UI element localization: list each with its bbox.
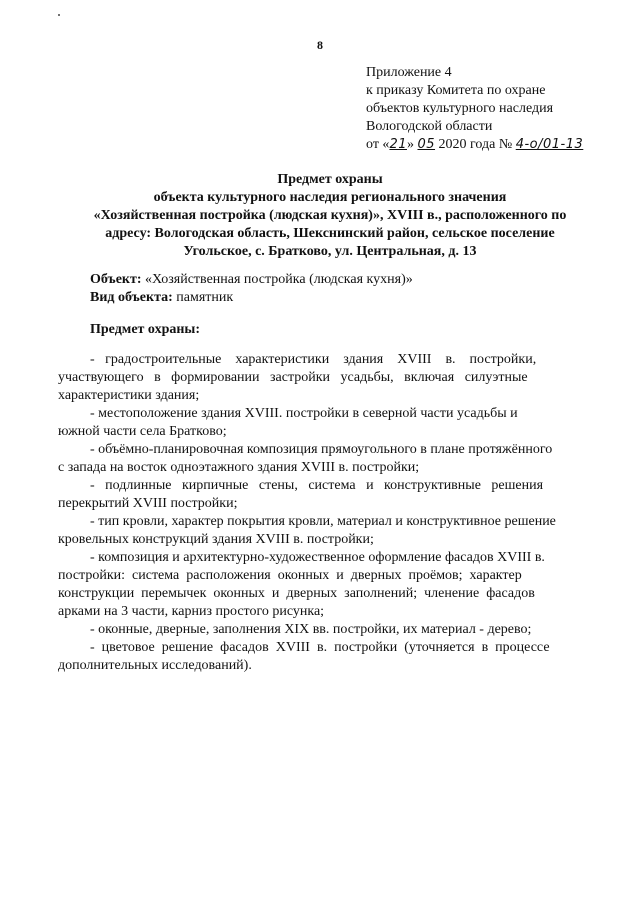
- list-item: [58, 513, 598, 549]
- list-item-first-line: - композиция и архитектурно-художественное оформление фасадов XVIII в.: [90, 550, 545, 565]
- title-line: объекта культурного наследия регионального значения: [153, 190, 507, 205]
- list-item-continuation-line: участвующего в формировании застройки усадьбы, включая силуэтные: [58, 370, 528, 385]
- list-item-first-line: - тип кровли, характер покрытия кровли, материал и конструктивное решение: [90, 514, 556, 529]
- protection-items-list: [58, 351, 598, 675]
- appendix-date-line: [366, 136, 583, 154]
- object-meta: [90, 271, 413, 307]
- appendix-header: [366, 64, 583, 154]
- date-month: 05: [417, 137, 436, 152]
- list-item-first-line: - градостроительные характеристики здания XVIII в. постройки,: [90, 352, 537, 367]
- object-value: «Хозяйственная постройка (людская кухня)»: [145, 272, 413, 287]
- appendix-line: Вологодской области: [366, 119, 493, 134]
- list-item-continuation-line: перекрытий XVIII постройки;: [58, 496, 238, 511]
- list-item: [58, 477, 598, 513]
- list-item-continuation-line: кровельных конструкций здания XVIII в. постройки;: [58, 532, 374, 547]
- list-item-continuation-line: характеристики здания;: [58, 388, 200, 403]
- title-line: Предмет охраны: [277, 172, 383, 187]
- type-line: [90, 289, 413, 307]
- object-line: [90, 271, 413, 289]
- list-item: [58, 549, 598, 621]
- list-item: [58, 351, 598, 405]
- list-item-continuation-line: с запада на восток одноэтажного здания XVIII в. постройки;: [58, 460, 420, 475]
- list-item-first-line: - оконные, дверные, заполнения XIX вв. постройки, их материал - дерево;: [90, 622, 532, 637]
- list-item-continuation-line: южной части села Братково;: [58, 424, 227, 439]
- list-item-first-line: - цветовое решение фасадов XVIII в. постройки (уточняется в процессе: [90, 640, 550, 655]
- scan-speck: [58, 14, 60, 16]
- document-title: [60, 171, 600, 261]
- date-mid: »: [406, 137, 414, 152]
- list-item: [58, 639, 598, 675]
- appendix-line: объектов культурного наследия: [366, 101, 554, 116]
- list-item-continuation-line: постройки: система расположения оконных и дверных проёмов; характер: [58, 568, 522, 583]
- object-label: Объект:: [90, 272, 142, 287]
- title-line: Угольское, с. Братково, ул. Центральная, д. 13: [183, 244, 477, 259]
- list-item-continuation-line: дополнительных исследований).: [58, 658, 252, 673]
- list-item-first-line: - объёмно-планировочная композиция прямоугольного в плане протяжённого: [90, 442, 553, 457]
- appendix-line: к приказу Комитета по охране: [366, 83, 546, 98]
- list-item-first-line: - местоположение здания XVIII. постройки в северной части усадьбы и: [90, 406, 518, 421]
- list-item-continuation-line: арками на 3 части, карниз простого рисунка;: [58, 604, 325, 619]
- list-item-continuation-line: конструкции перемычек оконных и дверных заполнений; членение фасадов: [58, 586, 535, 601]
- appendix-line: Приложение 4: [366, 65, 452, 80]
- type-label: Вид объекта:: [90, 290, 173, 305]
- section-title: Предмет охраны:: [90, 322, 201, 337]
- title-line: адресу: Вологодская область, Шекснинский район, сельское поселение: [105, 226, 555, 241]
- date-prefix: от «: [366, 137, 390, 152]
- list-item: [58, 441, 598, 477]
- list-item: [58, 405, 598, 441]
- date-year: 2020 года №: [438, 137, 513, 152]
- list-item-first-line: - подлинные кирпичные стены, система и конструктивные решения: [90, 478, 544, 493]
- order-number: 4-о/01-13: [515, 137, 584, 152]
- page-number: 8: [317, 38, 323, 52]
- type-value: памятник: [176, 290, 234, 305]
- list-item: [90, 621, 598, 639]
- date-day: 21: [389, 137, 407, 152]
- title-line: «Хозяйственная постройка (людская кухня)», XVIII в., расположенного по: [93, 208, 567, 223]
